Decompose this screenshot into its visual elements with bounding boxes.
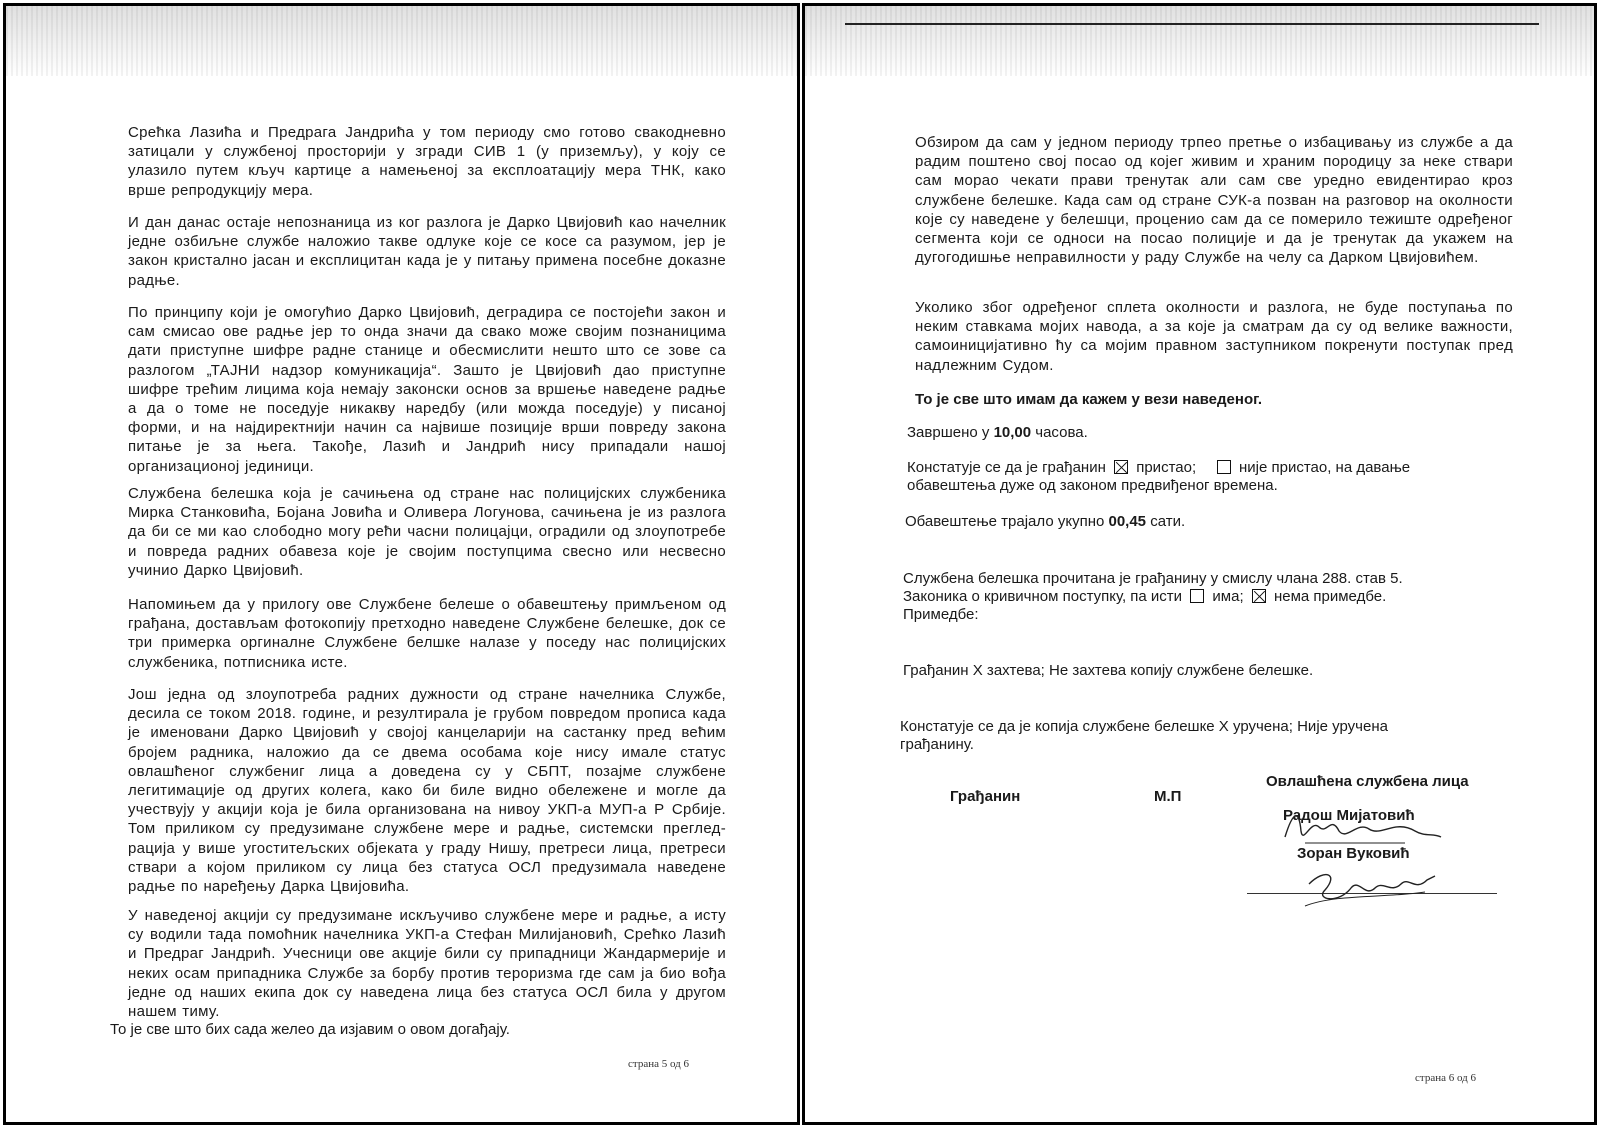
- read-line-2: [903, 587, 1386, 606]
- scan-artifact-line: [845, 23, 1539, 25]
- scan-shadow: [805, 6, 1594, 76]
- read-prefix: Законика о кривичном поступку, па исти: [903, 588, 1183, 605]
- copy-delivered-line-2: грађанину.: [900, 736, 974, 753]
- completed-time-line: [907, 423, 1088, 442]
- officer-1-name: Радош Мијатовић: [1283, 807, 1415, 824]
- completed-time: 10,00: [993, 424, 1032, 441]
- no-remarks-checkbox[interactable]: [1252, 589, 1266, 603]
- paragraph-4: Службена белешка која је сачињена од стране нас полицијских службеника Мирка Станковића, Бојана Јовића и Оливера Логунова, сачињена је из разлога да би се ми као слободно могу рећи часни полицајци, оградили од злоупотребе и повреда радних обавеза које је својим поступцима свесно или несвесно учинио Дарко Цвијовић.: [128, 485, 726, 579]
- completed-suffix: часова.: [1031, 424, 1088, 441]
- officer-1-signature: [1265, 801, 1455, 851]
- copy-delivered-line-1: Констатује се да је копија службене белешке X уручена; Није уручена: [900, 718, 1388, 735]
- duration-value: 00,45: [1108, 513, 1147, 530]
- consent-not-agreed: није пристао, на давање: [1238, 459, 1411, 476]
- paragraph-2: И дан данас остаје непознаница из ког разлога је Дарко Цвијовић као начелник једне озбиљне службе наложио такве одлуке које се косе са разумом, јер је закон кристално јасан и експлицитан када је у питању примена посебне доказне радње.: [128, 214, 726, 289]
- paragraph-1: Обзиром да сам у једном периоду трпео претње о избацивању из службе а да радим поштено свој посао од којег живим и храним породицу за неке ствари сам морао чекати прави тренутак али сам све уредно евидентирао кроз службене белешке. Када сам од стране СУК-а позван на разговор на околности које су наведене у белешци, проценио сам да се померило тежиште одређеног сегмента који се односи на посао полиције и да је тренутак да укажем на дугогодишње неправилности у раду Службе на челу са Дарком Цвијовићем.: [915, 134, 1513, 267]
- paragraph-5: Напомињем да у прилогу ове Службене белеше о обавештењу примљеном од грађана, достављам фотокопију претходно наведене Службене белешке, док се три примерка оргиналне Службене белшке налазе у поседу нас полицијских службеника, потписника исте.: [128, 596, 726, 671]
- read-has: има;: [1212, 588, 1244, 605]
- citizen-label: Грађанин: [950, 788, 1021, 805]
- page-number: страна 6 од 6: [1415, 1072, 1477, 1084]
- duration-line: [905, 512, 1185, 531]
- paragraph-2: Уколико због одређеног сплета околности и разлога, не буде поступања по неким ставкама мојих навода, а за које ја сматрам да су од велике важности, самоиницијативно ћу са мојим правном заступником покренути поступак пред надлежним Судом.: [915, 299, 1513, 374]
- page-5: [3, 3, 800, 1125]
- consent-line: [907, 458, 1507, 477]
- remarks-label: Примедбе:: [903, 606, 979, 623]
- duration-prefix: Обавештење трајало укупно: [905, 513, 1109, 530]
- officer-2-signature: [1295, 864, 1455, 914]
- paragraph-3: По принципу који је омогућио Дарко Цвијовић, деградира се постојећи закон и сам смисао ове радње јер то онда значи да свако може својим познаницима дати приступне шифре радне станице и обесмислити нешто што се зове са разлогом „ТАЈНИ надзор комуникација“. Зашто је Цвијовић дао приступне шифре трећим лицима која немају законски основ за вршење наведене радње а да о томе не поседује никакву наредбу (или можда поседује) у писаној форми, и на најдиректнији начин са највише позиције врши повреду закона питање је за њега. Такође, Лазић и Јандрић нису припадали нашој организационој јединици.: [128, 304, 726, 475]
- officer-2-name: Зоран Вуковић: [1297, 845, 1410, 862]
- duration-suffix: сати.: [1146, 513, 1186, 530]
- paragraph-1: Срећка Лазића и Предрага Јандрића у том периоду смо готово свакодневно затицали у службеној просторији у згради СИВ 1 (у приземљу), у коју се улазило путем кључ картице а намењеној за експлоатацију мера ТНК, како врше репродукцију мера.: [128, 124, 726, 199]
- agreed-checkbox[interactable]: [1114, 460, 1128, 474]
- page-6: [802, 3, 1597, 1125]
- statement-end: То је све што имам да кажем у вези наведеног.: [915, 391, 1263, 408]
- paragraph-7: У наведеној акцији су предузимане искључиво службене мере и радње, а исту су водили тада помоћник начелника УКП-а Стефан Милијановић, Срећко Лазић и Предраг Јандрић. Учесници ове акције били су припадници Жандармерије и неких осам припадника Службе за борбу против тероризма где сам ја био вођа једне од наших екипа док су наведена лица без статуса ОСЛ била у другом нашем тиму.: [128, 907, 726, 1021]
- has-remarks-checkbox[interactable]: [1190, 589, 1204, 603]
- consent-prefix: Констатује се да је грађанин: [907, 459, 1106, 476]
- copy-request: Грађанин X захтева; Не захтева копију службене белешке.: [903, 662, 1314, 679]
- scan-shadow: [6, 6, 797, 76]
- completed-prefix: Завршено у: [907, 424, 994, 441]
- authorized-officers-label: Овлашћена службена лица: [1266, 773, 1469, 790]
- read-line-1: Службена белешка прочитана је грађанину у смислу члана 288. став 5.: [903, 570, 1403, 587]
- not-agreed-checkbox[interactable]: [1217, 460, 1231, 474]
- closing-line: То је све што бих сада желео да изјавим о овом догађају.: [110, 1021, 510, 1038]
- read-no-remarks: нема примедбе.: [1273, 588, 1387, 605]
- stamp-label: М.П: [1154, 788, 1182, 805]
- paragraph-6: Још једна од злоупотреба радних дужности од стране начелника Службе, десила се током 2018. године, и резултирала је грубом повредом прописа када је именовани Дарко Цвијовић у својој канцеларији на састанку пред већим бројем радника, наложио да се двема особама које нису имале статус овлашћеног службениг лица а доведена су у СБПТ, позајме службене легитимације од других колега, како би биле видно обележене и могле да учествују у акцији која је била организована на нивоу УКП-а МУП-а Р Србије. Том приликом су предузимане службене мере и радње, системски преглед-рација у више угоститељских објеката у граду Нишу, претреси лица, претреси ствари а којом приликом су лица без статуса ОСЛ предузимала наведене радње по наређењу Дарка Цвијовића.: [128, 686, 726, 896]
- page-number: страна 5 од 6: [628, 1058, 690, 1070]
- consent-line-2: обавештења дуже од законом предвиђеног времена.: [907, 477, 1278, 494]
- consent-agreed: пристао;: [1136, 459, 1197, 476]
